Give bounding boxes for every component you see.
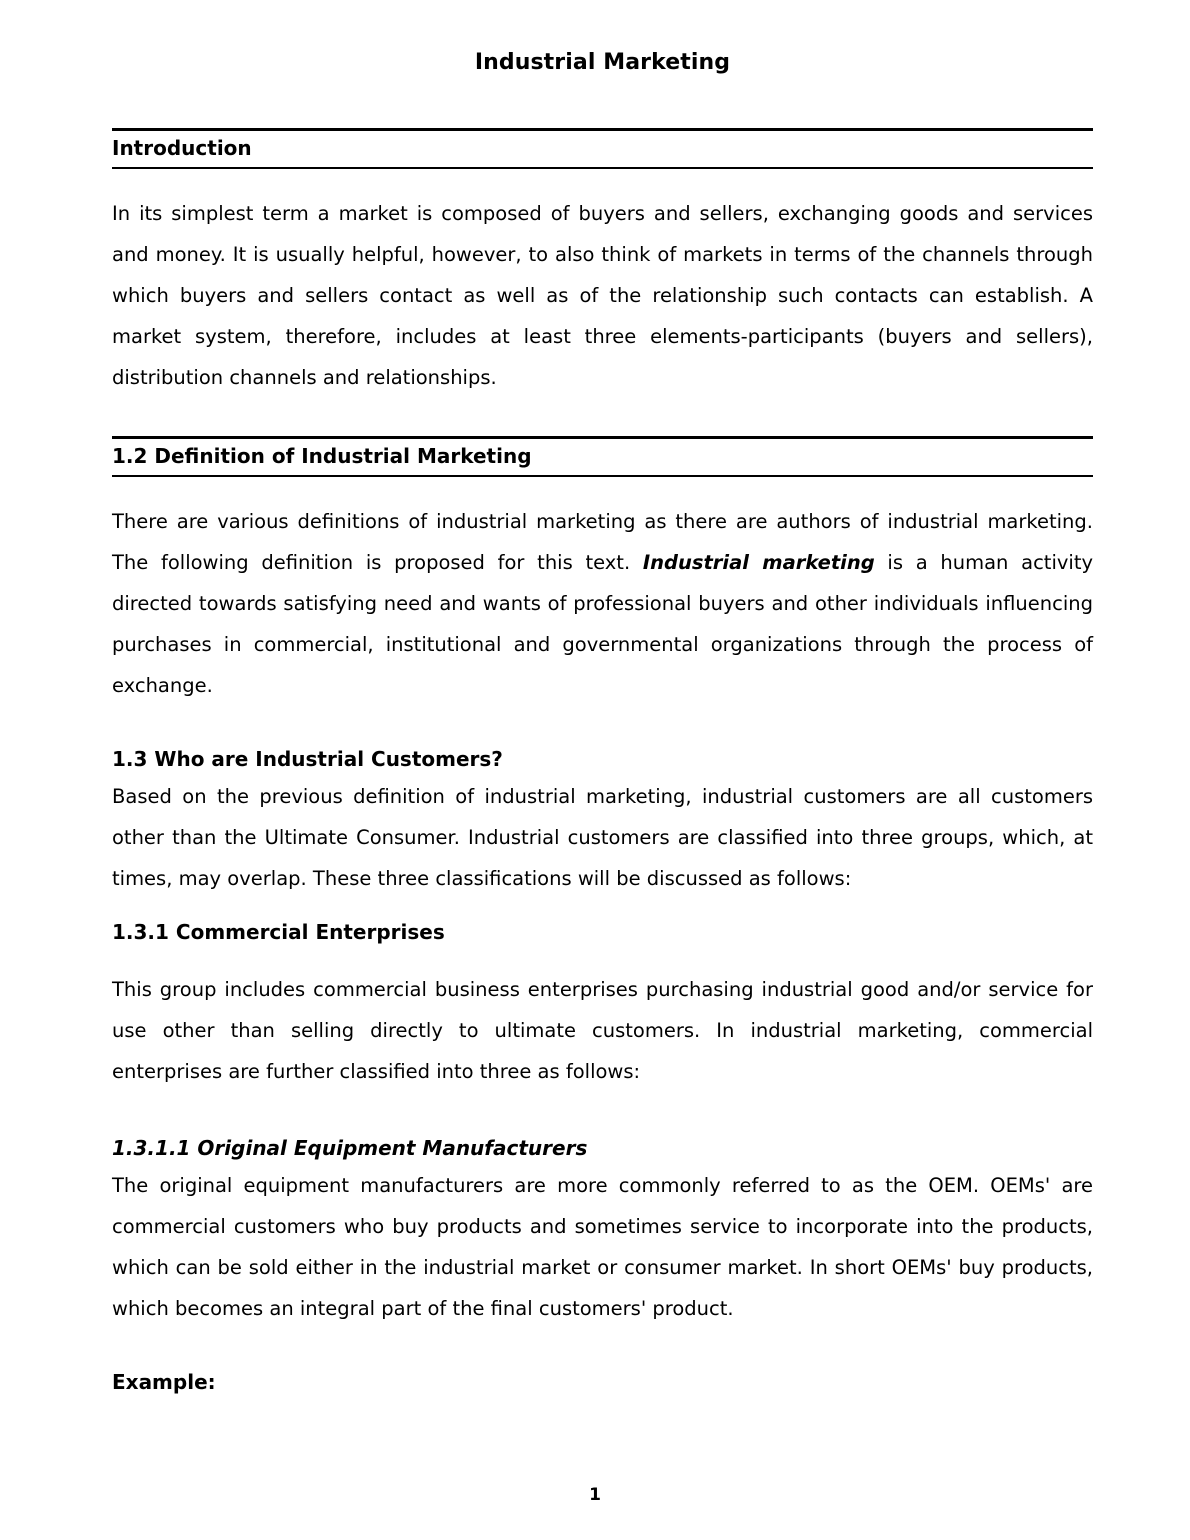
paragraph-oem: The original equipment manufacturers are more commonly referred to as the OEM. OEMs' are commercial customers who buy products and sometimes service to incorporate into the products, which can be sold either in the industrial market or consumer market. In short OEMs' buy products, which becomes an integral part of the final customers' product. xyxy=(112,1174,1093,1321)
example-label: Example: xyxy=(112,1370,216,1395)
paragraph-introduction: In its simplest term a market is composed of buyers and sellers, exchanging goods and services and money. It is usually helpful, however, to also think of markets in terms of the channels through which buyers and sellers contact as well as of the relationship such contacts can establish. A market system, therefore, includes at least three elements-participants (buyers and sellers), distribution channels and relationships. xyxy=(112,202,1093,390)
paragraph-commercial-enterprises: This group includes commercial business enterprises purchasing industrial good and/or service for use other than selling directly to ultimate customers. In industrial marketing, commercial enterprises are further classified into three as follows: xyxy=(112,978,1093,1084)
section-heading-industrial-customers: 1.3 Who are Industrial Customers? xyxy=(112,747,503,772)
paragraph-definition xyxy=(112,501,1093,706)
definition-text-part-1: There are various definitions of industrial marketing as there are authors of industrial marketing. The following definition is proposed for this text. xyxy=(112,510,1093,575)
page-title: Industrial Marketing xyxy=(474,50,731,75)
section-heading-definition: 1.2 Definition of Industrial Marketing xyxy=(112,436,1093,477)
page-number: 1 xyxy=(589,1485,601,1505)
document-content-column xyxy=(112,0,1093,1395)
definition-text-part-2: is a human activity directed towards satisfying need and wants of professional buyers and other individuals influencing purchases in commercial, institutional and governmental organizations through the process of exchange. xyxy=(112,551,1094,698)
section-heading-introduction: Introduction xyxy=(112,128,1093,169)
section-heading-commercial-enterprises: 1.3.1 Commercial Enterprises xyxy=(112,920,445,945)
section-heading-oem: 1.3.1.1 Original Equipment Manufacturers xyxy=(112,1136,588,1161)
definition-emphasis-term: Industrial marketing xyxy=(642,551,875,575)
paragraph-industrial-customers: Based on the previous definition of industrial marketing, industrial customers are all customers other than the Ultimate Consumer. Industrial customers are classified into three groups, which, at times, may overlap. These three classifications will be discussed as follows: xyxy=(112,785,1093,891)
